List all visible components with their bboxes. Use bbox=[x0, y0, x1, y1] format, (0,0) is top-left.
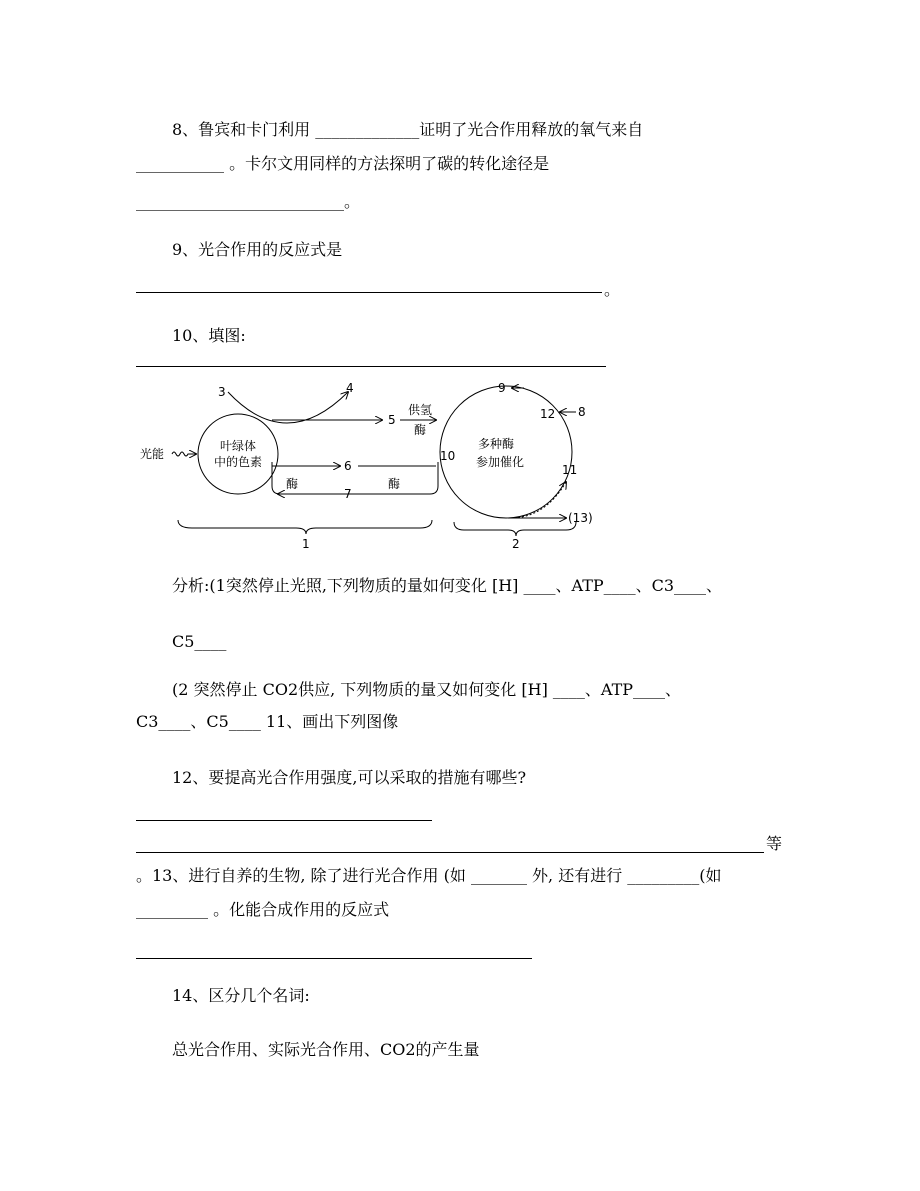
label-9: 9 bbox=[498, 381, 506, 395]
q10-title: 10、填图: bbox=[172, 326, 246, 345]
label-13: (13) bbox=[568, 511, 593, 525]
q14-title: 14、区分几个名词: bbox=[172, 986, 310, 1005]
q8-line-3: __________________________。 bbox=[136, 192, 361, 211]
q8-line-2: ___________ 。卡尔文用同样的方法探明了碳的转化途径是 bbox=[136, 154, 550, 173]
brace-2-label: 2 bbox=[512, 537, 520, 548]
pigment-label-1: 叶绿体 bbox=[219, 439, 257, 453]
q9-title: 9、光合作用的反应式是 bbox=[172, 240, 343, 259]
light-wavy-arrow bbox=[172, 452, 196, 456]
supply-h-label: 供氢 bbox=[408, 403, 433, 417]
q13-line-1: 。13、进行自养的生物, 除了进行光合作用 (如 _______ 外, 还有进行 _________(如 bbox=[136, 866, 722, 885]
label-12: 12 bbox=[540, 407, 556, 421]
pigment-label-2: 中的色素 bbox=[213, 455, 263, 469]
pigment-circle bbox=[198, 414, 278, 494]
label-10: 10 bbox=[440, 449, 456, 463]
arrow-3-to-4 bbox=[228, 392, 348, 423]
analysis-line-3: (2 突然停止 CO2供应, 下列物质的量又如何变化 [H] ____、ATP____、 bbox=[172, 680, 682, 699]
analysis-line-4: C3____、C5____ 11、画出下列图像 bbox=[136, 712, 399, 731]
q12-answer-line-1 bbox=[136, 820, 432, 821]
q12-title: 12、要提高光合作用强度,可以采取的措施有哪些? bbox=[172, 768, 527, 787]
photosynthesis-diagram bbox=[136, 370, 616, 548]
q8-line-1: 8、鲁宾和卡门利用 _____________证明了光合作用释放的氧气来自 bbox=[172, 120, 644, 139]
label-8: 8 bbox=[578, 405, 586, 419]
label-4: 4 bbox=[346, 381, 354, 395]
analysis-line-1: 分析:(1突然停止光照,下列物质的量如何变化 [H] ____、ATP____、C3____、 bbox=[172, 576, 723, 595]
arrow-to-11 bbox=[514, 482, 566, 518]
supply-h-enzyme: 酶 bbox=[414, 423, 427, 437]
q9-end: 。 bbox=[604, 280, 621, 299]
q14-terms: 总光合作用、实际光合作用、CO2的产生量 bbox=[172, 1040, 480, 1059]
cycle-label-2: 参加催化 bbox=[475, 455, 525, 469]
brace-2 bbox=[454, 522, 576, 536]
q13-answer-line bbox=[136, 958, 532, 959]
light-energy-label: 光能 bbox=[140, 447, 165, 461]
q10-answer-line bbox=[136, 366, 606, 367]
brace-1 bbox=[178, 520, 432, 534]
brace-1-label: 1 bbox=[302, 537, 310, 548]
label-11: 11 bbox=[562, 463, 578, 477]
q12-answer-line-2 bbox=[136, 852, 764, 853]
enzyme-left: 酶 bbox=[286, 477, 299, 491]
q12-deng: 等 bbox=[766, 834, 783, 853]
q9-answer-line bbox=[136, 292, 602, 293]
label-7: 7 bbox=[344, 487, 352, 501]
q13-line-2: _________ 。化能合成作用的反应式 bbox=[136, 900, 390, 919]
enzyme-right: 酶 bbox=[388, 477, 401, 491]
cycle-label-1: 多种酶 bbox=[477, 437, 515, 451]
label-6: 6 bbox=[344, 459, 352, 473]
calvin-cycle-circle bbox=[440, 386, 572, 518]
label-5: 5 bbox=[388, 413, 396, 427]
analysis-line-2: C5____ bbox=[172, 632, 227, 651]
label-3: 3 bbox=[218, 385, 226, 399]
